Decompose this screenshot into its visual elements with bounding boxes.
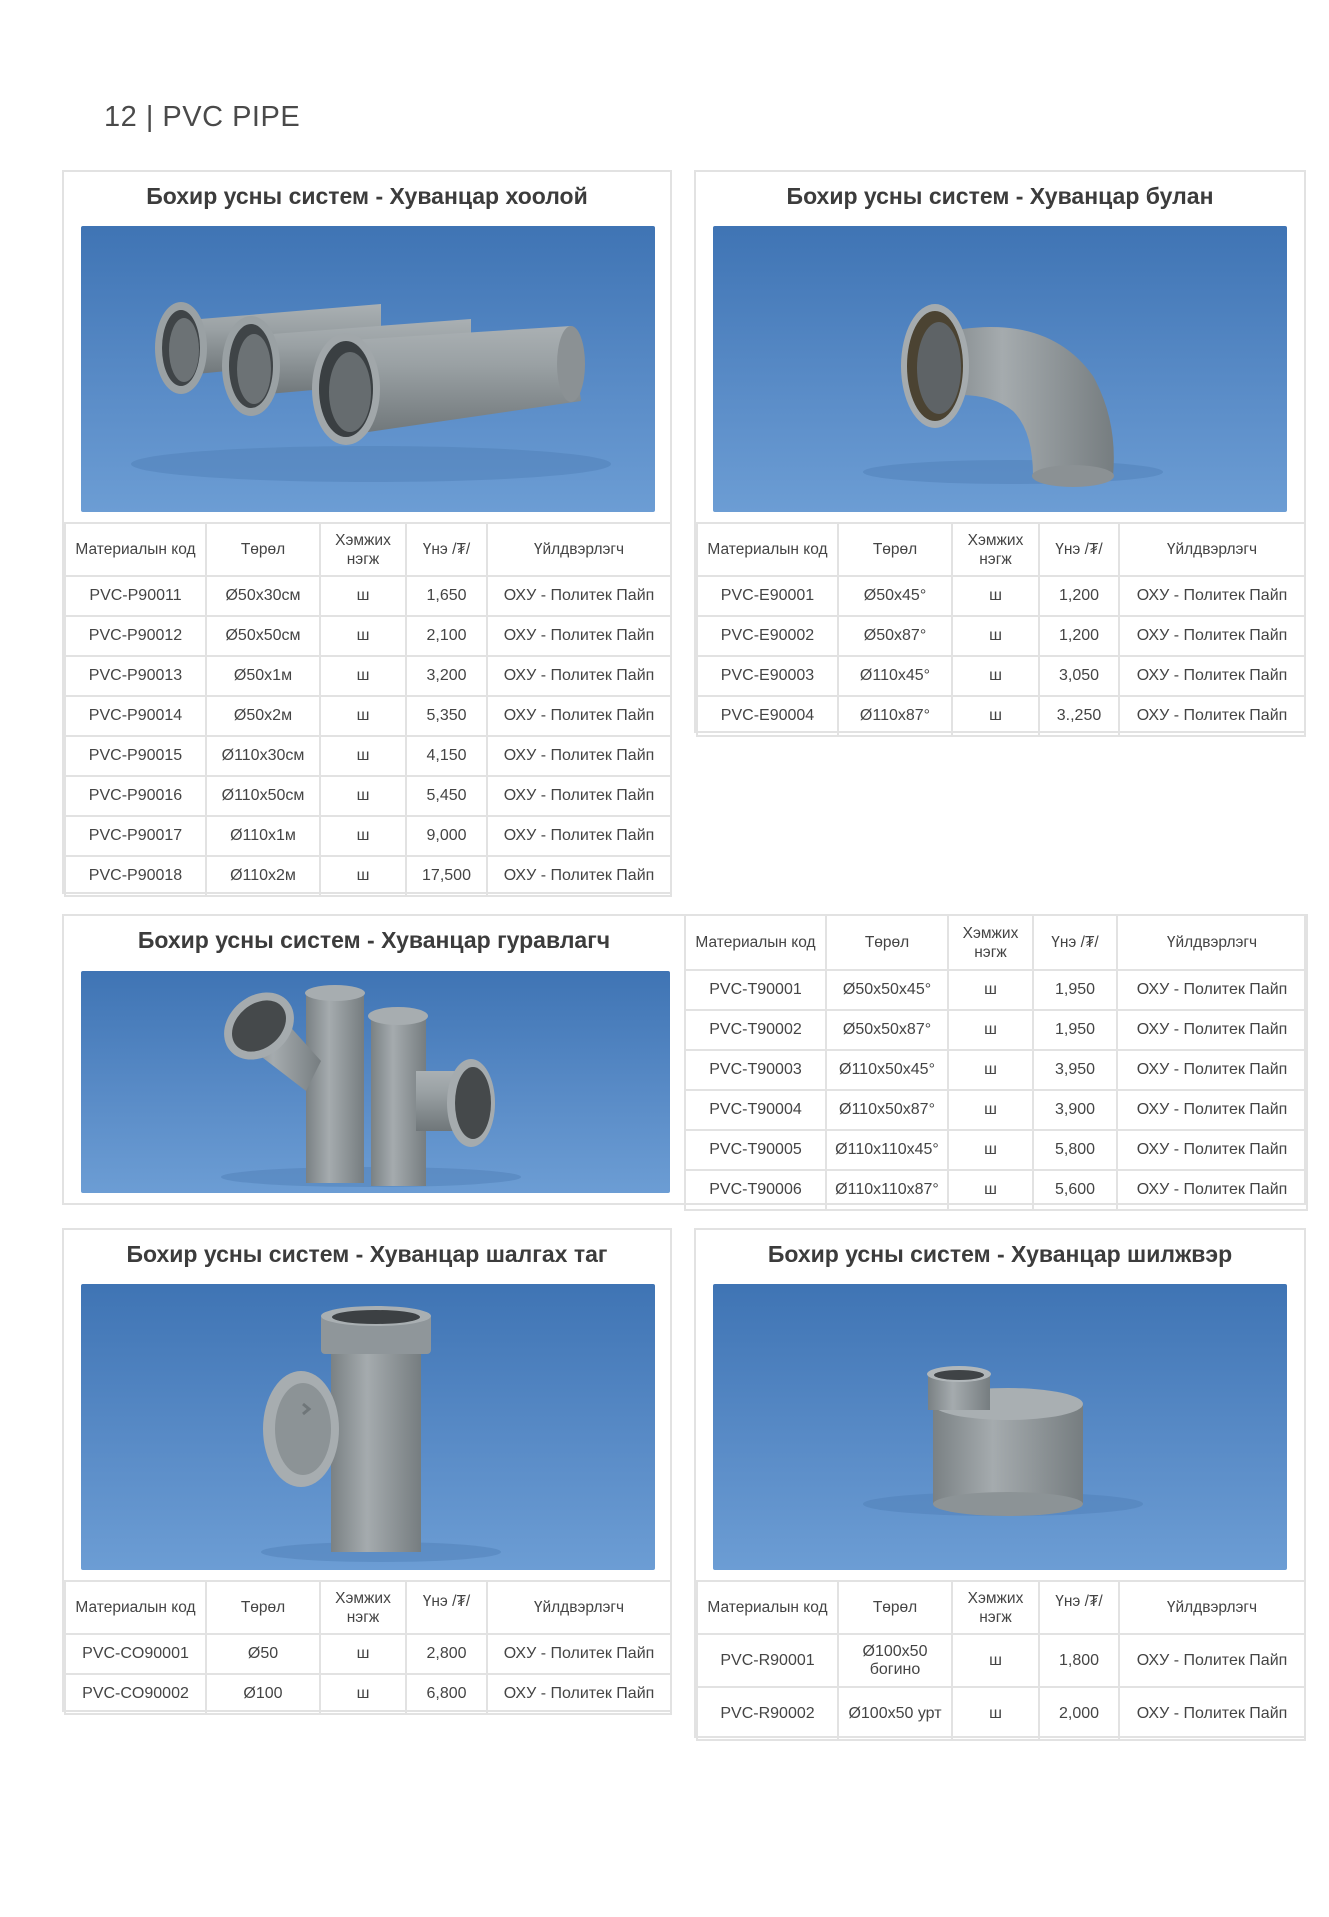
col-price: Үнэ /₮/ xyxy=(406,523,487,576)
code-cell: PVC-T90006 xyxy=(685,1170,826,1210)
maker-cell: ОХУ - Политек Пайп xyxy=(1119,616,1305,656)
pipe-card xyxy=(62,170,672,894)
pipes-photo xyxy=(81,226,655,512)
unit-cell: ш xyxy=(320,1674,406,1714)
maker-cell: ОХУ - Политек Пайп xyxy=(487,776,671,816)
table-row xyxy=(65,816,671,856)
table-row xyxy=(685,970,1307,1010)
maker-cell: ОХУ - Политек Пайп xyxy=(1117,1050,1307,1090)
price-cell: 9,000 xyxy=(406,816,487,856)
table-row xyxy=(65,696,671,736)
type-cell: Ø50x50x87° xyxy=(826,1010,948,1050)
table-row xyxy=(685,1170,1307,1210)
unit-cell: ш xyxy=(320,696,406,736)
code-cell: PVC-E90002 xyxy=(697,616,838,656)
type-cell: Ø110x50x87° xyxy=(826,1090,948,1130)
table-row xyxy=(65,1634,671,1674)
unit-cell: ш xyxy=(952,616,1039,656)
price-cell: 1,650 xyxy=(406,576,487,616)
table-row xyxy=(65,856,671,896)
unit-cell: ш xyxy=(320,856,406,896)
maker-cell: ОХУ - Политек Пайп xyxy=(487,856,671,896)
code-cell: PVC-E90001 xyxy=(697,576,838,616)
table-row xyxy=(65,656,671,696)
col-code: Материалын код xyxy=(65,523,206,576)
type-cell: Ø110x2м xyxy=(206,856,320,896)
reducer-photo xyxy=(713,1284,1287,1570)
price-cell: 3,050 xyxy=(1039,656,1119,696)
type-cell: Ø110x1м xyxy=(206,816,320,856)
unit-cell: ш xyxy=(320,736,406,776)
maker-cell: ОХУ - Политек Пайп xyxy=(1119,1687,1305,1740)
maker-cell: ОХУ - Политек Пайп xyxy=(487,696,671,736)
col-maker: Үйлдвэрлэгч xyxy=(1119,523,1305,576)
code-cell: PVC-T90001 xyxy=(685,970,826,1010)
tee-photo xyxy=(81,971,670,1193)
type-cell: Ø50x30см xyxy=(206,576,320,616)
maker-cell: ОХУ - Политек Пайп xyxy=(1119,576,1305,616)
table-row xyxy=(65,576,671,616)
price-cell: 5,350 xyxy=(406,696,487,736)
unit-cell: ш xyxy=(948,1010,1033,1050)
unit-cell: ш xyxy=(320,576,406,616)
unit-cell: ш xyxy=(320,816,406,856)
code-cell: PVC-R90001 xyxy=(697,1634,838,1687)
table-row xyxy=(697,656,1305,696)
code-cell: PVC-E90004 xyxy=(697,696,838,736)
code-cell: PVC-T90004 xyxy=(685,1090,826,1130)
reducer-card-title: Бохир усны систем - Хуванцар шилжвэр xyxy=(767,1241,1233,1267)
maker-cell: ОХУ - Политек Пайп xyxy=(1117,1170,1307,1210)
tee-card-title: Бохир усны систем - Хуванцар гуравлагч xyxy=(137,927,611,953)
code-cell: PVC-P90012 xyxy=(65,616,206,656)
tee-card xyxy=(62,914,1306,1205)
code-cell: PVC-P90018 xyxy=(65,856,206,896)
price-cell: 1,200 xyxy=(1039,576,1119,616)
maker-cell: ОХУ - Политек Пайп xyxy=(487,576,671,616)
table-row xyxy=(697,1687,1305,1740)
table-row xyxy=(697,696,1305,736)
code-cell: PVC-P90013 xyxy=(65,656,206,696)
unit-cell: ш xyxy=(952,576,1039,616)
type-cell: Ø110x45° xyxy=(838,656,952,696)
maker-cell: ОХУ - Политек Пайп xyxy=(1119,656,1305,696)
type-cell: Ø100 xyxy=(206,1674,320,1714)
price-cell: 3.,250 xyxy=(1039,696,1119,736)
elbow-card xyxy=(694,170,1306,733)
price-cell: 5,450 xyxy=(406,776,487,816)
table-row xyxy=(65,736,671,776)
col-code: Материалын код xyxy=(65,1581,206,1634)
cleanout-table xyxy=(64,1580,672,1715)
elbow-table xyxy=(696,522,1306,737)
price-cell: 1,200 xyxy=(1039,616,1119,656)
price-cell: 6,800 xyxy=(406,1674,487,1714)
code-cell: PVC-P90015 xyxy=(65,736,206,776)
code-cell: PVC-T90002 xyxy=(685,1010,826,1050)
price-cell: 3,950 xyxy=(1033,1050,1117,1090)
reducer-card xyxy=(694,1228,1306,1738)
col-unit: Хэмжих нэгж xyxy=(320,1581,406,1634)
code-cell: PVC-CO90001 xyxy=(65,1634,206,1674)
unit-cell: ш xyxy=(948,1170,1033,1210)
price-cell: 2,000 xyxy=(1039,1687,1119,1740)
col-code: Материалын код xyxy=(685,915,826,970)
code-cell: PVC-P90016 xyxy=(65,776,206,816)
table-row xyxy=(65,1674,671,1714)
code-cell: PVC-E90003 xyxy=(697,656,838,696)
elbow-photo xyxy=(713,226,1287,512)
col-price: Үнэ /₮/ xyxy=(1039,523,1119,576)
pipe-table xyxy=(64,522,672,897)
table-row xyxy=(65,776,671,816)
type-cell: Ø50x45° xyxy=(838,576,952,616)
type-cell: Ø100x50 урт xyxy=(838,1687,952,1740)
col-price: Үнэ /₮/ xyxy=(1033,915,1117,970)
col-type: Төрөл xyxy=(838,523,952,576)
table-row xyxy=(685,1050,1307,1090)
unit-cell: ш xyxy=(320,776,406,816)
unit-cell: ш xyxy=(948,1050,1033,1090)
col-unit: Хэмжих нэгж xyxy=(952,523,1039,576)
code-cell: PVC-P90017 xyxy=(65,816,206,856)
maker-cell: ОХУ - Политек Пайп xyxy=(487,1634,671,1674)
col-price: Үнэ /₮/ xyxy=(406,1581,487,1634)
table-row xyxy=(65,616,671,656)
col-unit: Хэмжих нэгж xyxy=(952,1581,1039,1634)
cleanout-card-title: Бохир усны систем - Хуванцар шалгах таг xyxy=(126,1241,608,1267)
tee-table xyxy=(684,914,1308,1211)
type-cell: Ø50x87° xyxy=(838,616,952,656)
price-cell: 3,900 xyxy=(1033,1090,1117,1130)
col-unit: Хэмжих нэгж xyxy=(948,915,1033,970)
code-cell: PVC-T90003 xyxy=(685,1050,826,1090)
maker-cell: ОХУ - Политек Пайп xyxy=(487,736,671,776)
type-cell: Ø110x30см xyxy=(206,736,320,776)
maker-cell: ОХУ - Политек Пайп xyxy=(1119,696,1305,736)
col-type: Төрөл xyxy=(206,1581,320,1634)
maker-cell: ОХУ - Политек Пайп xyxy=(1119,1634,1305,1687)
type-cell: Ø50 xyxy=(206,1634,320,1674)
maker-cell: ОХУ - Политек Пайп xyxy=(1117,1010,1307,1050)
unit-cell: ш xyxy=(320,1634,406,1674)
unit-cell: ш xyxy=(952,656,1039,696)
maker-cell: ОХУ - Политек Пайп xyxy=(487,656,671,696)
code-cell: PVC-T90005 xyxy=(685,1130,826,1170)
col-code: Материалын код xyxy=(697,523,838,576)
price-cell: 1,950 xyxy=(1033,1010,1117,1050)
price-cell: 5,600 xyxy=(1033,1170,1117,1210)
unit-cell: ш xyxy=(952,1634,1039,1687)
unit-cell: ш xyxy=(948,1130,1033,1170)
col-type: Төрөл xyxy=(838,1581,952,1634)
unit-cell: ш xyxy=(320,616,406,656)
code-cell: PVC-CO90002 xyxy=(65,1674,206,1714)
col-unit: Хэмжих нэгж xyxy=(320,523,406,576)
col-maker: Үйлдвэрлэгч xyxy=(1117,915,1307,970)
maker-cell: ОХУ - Политек Пайп xyxy=(1117,1130,1307,1170)
page-header: 12 | PVC PIPE xyxy=(104,101,301,133)
maker-cell: ОХУ - Политек Пайп xyxy=(1117,970,1307,1010)
type-cell: Ø100x50 богино xyxy=(838,1634,952,1687)
col-maker: Үйлдвэрлэгч xyxy=(487,1581,671,1634)
table-row xyxy=(685,1130,1307,1170)
type-cell: Ø110x50см xyxy=(206,776,320,816)
table-row xyxy=(697,1634,1305,1687)
type-cell: Ø50x1м xyxy=(206,656,320,696)
pipe-card-title: Бохир усны систем - Хуванцар хоолой xyxy=(146,183,588,209)
price-cell: 4,150 xyxy=(406,736,487,776)
elbow-card-title: Бохир усны систем - Хуванцар булан xyxy=(786,183,1214,209)
type-cell: Ø110x110x45° xyxy=(826,1130,948,1170)
maker-cell: ОХУ - Политек Пайп xyxy=(487,816,671,856)
type-cell: Ø50x50x45° xyxy=(826,970,948,1010)
table-row xyxy=(697,616,1305,656)
cleanout-card xyxy=(62,1228,672,1712)
col-code: Материалын код xyxy=(697,1581,838,1634)
price-cell: 2,800 xyxy=(406,1634,487,1674)
maker-cell: ОХУ - Политек Пайп xyxy=(487,1674,671,1714)
col-maker: Үйлдвэрлэгч xyxy=(487,523,671,576)
code-cell: PVC-P90011 xyxy=(65,576,206,616)
unit-cell: ш xyxy=(948,970,1033,1010)
table-row xyxy=(697,576,1305,616)
type-cell: Ø110x110x87° xyxy=(826,1170,948,1210)
price-cell: 17,500 xyxy=(406,856,487,896)
type-cell: Ø50x50см xyxy=(206,616,320,656)
unit-cell: ш xyxy=(952,1687,1039,1740)
code-cell: PVC-P90014 xyxy=(65,696,206,736)
type-cell: Ø110x87° xyxy=(838,696,952,736)
code-cell: PVC-R90002 xyxy=(697,1687,838,1740)
table-row xyxy=(685,1010,1307,1050)
price-cell: 3,200 xyxy=(406,656,487,696)
maker-cell: ОХУ - Политек Пайп xyxy=(487,616,671,656)
price-cell: 2,100 xyxy=(406,616,487,656)
type-cell: Ø50x2м xyxy=(206,696,320,736)
col-maker: Үйлдвэрлэгч xyxy=(1119,1581,1305,1634)
price-cell: 1,800 xyxy=(1039,1634,1119,1687)
unit-cell: ш xyxy=(952,696,1039,736)
col-price: Үнэ /₮/ xyxy=(1039,1581,1119,1634)
type-cell: Ø110x50x45° xyxy=(826,1050,948,1090)
col-type: Төрөл xyxy=(206,523,320,576)
cleanout-photo xyxy=(81,1284,655,1570)
price-cell: 5,800 xyxy=(1033,1130,1117,1170)
price-cell: 1,950 xyxy=(1033,970,1117,1010)
maker-cell: ОХУ - Политек Пайп xyxy=(1117,1090,1307,1130)
unit-cell: ш xyxy=(948,1090,1033,1130)
unit-cell: ш xyxy=(320,656,406,696)
reducer-table xyxy=(696,1580,1306,1741)
table-row xyxy=(685,1090,1307,1130)
col-type: Төрөл xyxy=(826,915,948,970)
